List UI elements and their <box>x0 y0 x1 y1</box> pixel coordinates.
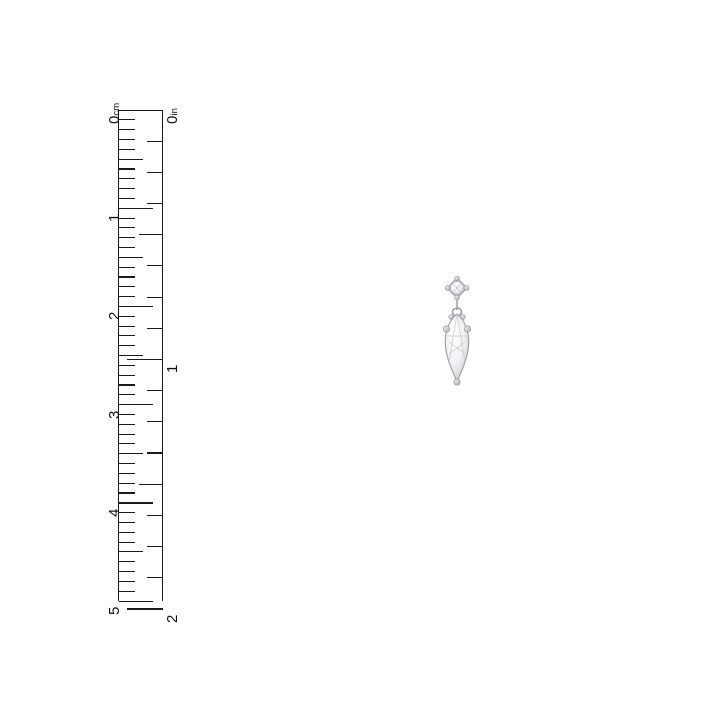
cm-label-2: 2 <box>106 312 123 321</box>
cm-minor-tick <box>119 443 135 444</box>
in-minor-tick <box>139 234 163 235</box>
cm-minor-tick <box>119 257 143 258</box>
in-minor-tick <box>139 484 163 485</box>
cm-minor-tick <box>119 227 135 228</box>
cm-label-5: 5 <box>106 606 123 615</box>
in-minor-tick <box>147 203 163 204</box>
cm-minor-tick <box>119 335 135 336</box>
in-minor-tick <box>147 328 163 329</box>
in-minor-tick <box>147 265 163 266</box>
cm-minor-tick <box>119 149 135 150</box>
in-minor-tick <box>147 577 163 578</box>
dual-scale-ruler <box>40 95 190 623</box>
cm-minor-tick <box>119 571 135 572</box>
cm-minor-tick <box>119 276 135 277</box>
cm-minor-tick <box>119 532 135 533</box>
cm-minor-tick <box>119 483 135 484</box>
in-major-tick <box>127 110 163 111</box>
in-label-0: 0in <box>164 107 181 124</box>
in-minor-tick <box>147 515 163 516</box>
in-minor-tick <box>147 172 163 173</box>
in-label-2: 2 <box>164 614 181 623</box>
cm-minor-tick <box>119 237 135 238</box>
cm-minor-tick <box>119 424 135 425</box>
in-minor-tick <box>147 141 163 142</box>
cm-major-tick <box>119 306 153 307</box>
cm-major-tick <box>119 601 153 602</box>
cm-minor-tick <box>119 159 143 160</box>
cm-minor-tick <box>119 463 135 464</box>
drop-earring <box>415 250 505 420</box>
in-scale-spine <box>162 110 163 601</box>
cm-minor-tick <box>119 551 143 552</box>
cm-label-4: 4 <box>106 508 123 517</box>
cm-major-tick <box>119 208 153 209</box>
cm-minor-tick <box>119 365 135 366</box>
in-label-1: 1 <box>164 365 181 374</box>
cm-minor-tick <box>119 129 135 130</box>
cm-minor-tick <box>119 345 135 346</box>
in-minor-tick <box>147 390 163 391</box>
cm-minor-tick <box>119 434 135 435</box>
cm-label-1: 1 <box>106 213 123 223</box>
in-minor-tick <box>147 297 163 298</box>
cm-minor-tick <box>119 561 135 562</box>
cm-minor-tick <box>119 453 143 454</box>
cm-minor-tick <box>119 542 135 543</box>
cm-minor-tick <box>119 375 135 376</box>
cm-minor-tick <box>119 384 135 385</box>
cm-minor-tick <box>119 198 135 199</box>
cm-minor-tick <box>119 492 135 493</box>
cm-label-0: 0cm <box>106 102 123 124</box>
cm-minor-tick <box>119 267 135 268</box>
cm-minor-tick <box>119 394 135 395</box>
in-major-tick <box>127 359 163 360</box>
cm-label-3: 3 <box>106 410 123 419</box>
round-stud-stone <box>445 276 469 300</box>
cm-minor-tick <box>119 581 135 582</box>
cm-minor-tick <box>119 286 135 287</box>
in-minor-tick <box>147 421 163 422</box>
cm-minor-tick <box>119 178 135 179</box>
cm-minor-tick <box>119 188 135 189</box>
in-minor-tick <box>147 452 163 453</box>
cm-minor-tick <box>119 296 135 297</box>
cm-minor-tick <box>119 355 143 356</box>
cm-minor-tick <box>119 591 135 592</box>
cm-major-tick <box>119 502 153 503</box>
cm-minor-tick <box>119 326 135 327</box>
pear-drop-stone <box>443 314 470 385</box>
in-minor-tick <box>147 546 163 547</box>
in-major-tick <box>127 608 163 609</box>
cm-minor-tick <box>119 473 135 474</box>
cm-major-tick <box>119 404 153 405</box>
cm-minor-tick <box>119 247 135 248</box>
cm-minor-tick <box>119 168 135 169</box>
cm-minor-tick <box>119 522 135 523</box>
cm-minor-tick <box>119 139 135 140</box>
